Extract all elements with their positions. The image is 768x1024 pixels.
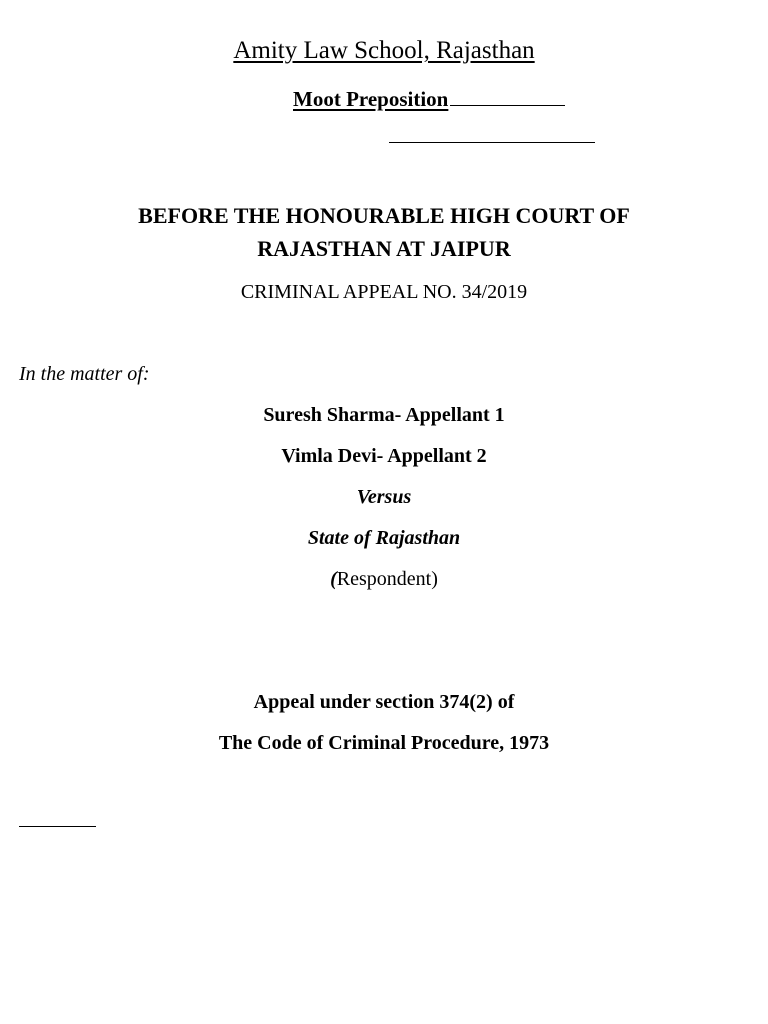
heading-underline-blank [450, 87, 565, 106]
appeal-section-line-1: Appeal under section 374(2) of [253, 691, 515, 713]
matter-intro: In the matter of: [19, 363, 150, 385]
respondent-role [0, 569, 768, 589]
versus-label: Versus [356, 486, 412, 508]
respondent-open-paren: ( [330, 568, 337, 590]
footer-rule-line [19, 826, 96, 827]
respondent-label: Respondent) [336, 568, 438, 590]
court-heading-line-2: RAJASTHAN AT JAIPUR [257, 236, 511, 261]
respondent-name: State of Rajasthan [307, 527, 461, 549]
appellant-2: Vimla Devi- Appellant 2 [281, 445, 487, 467]
appeal-section-line-2: The Code of Criminal Procedure, 1973 [218, 732, 550, 754]
institution-title: Amity Law School, Rajasthan [233, 37, 535, 64]
document-type-label: Moot Preposition [293, 87, 449, 111]
document-type-heading [293, 87, 565, 110]
blank-rule-line [389, 142, 595, 143]
court-heading-line-1: BEFORE THE HONOURABLE HIGH COURT OF [138, 203, 630, 228]
appellant-1: Suresh Sharma- Appellant 1 [263, 404, 505, 426]
case-number: CRIMINAL APPEAL NO. 34/2019 [240, 281, 528, 303]
